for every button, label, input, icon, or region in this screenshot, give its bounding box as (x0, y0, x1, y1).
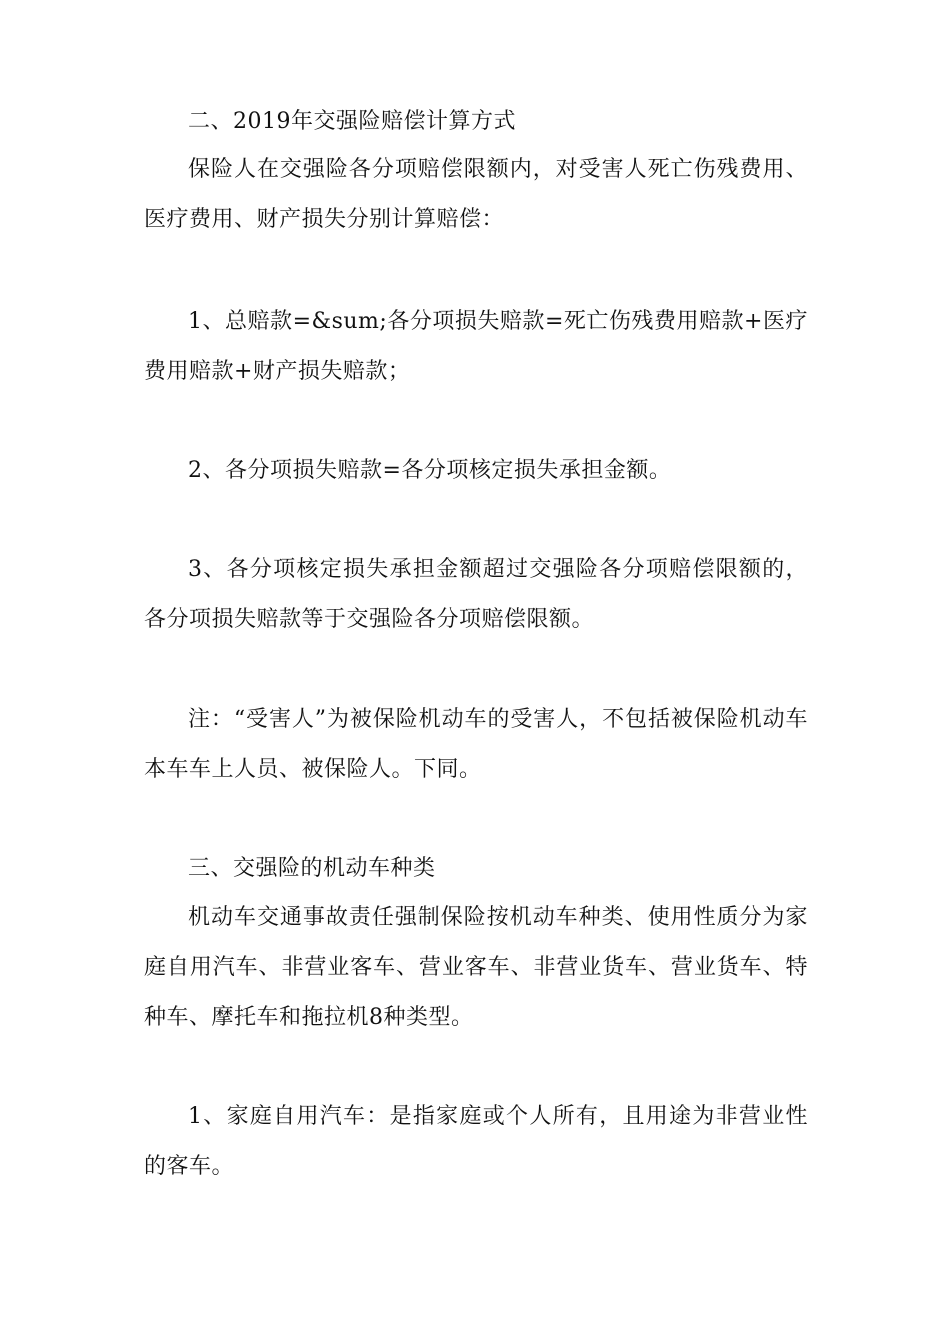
paragraph-victim-note: 注：“受害人”为被保险机动车的受害人，不包括被保险机动车本车车上人员、被保险人。下同。 (144, 707, 808, 782)
paragraph-compensation-intro: 保险人在交强险各分项赔偿限额内，对受害人死亡伤残费用、医疗费用、财产损失分别计算赔偿： (144, 157, 808, 232)
section-heading-compensation-calculation: 二、2019年交强险赔偿计算方式 (188, 109, 516, 134)
section-heading-vehicle-types: 三、交强险的机动车种类 (188, 856, 436, 881)
paragraph-limit-exceeded: 3、各分项核定损失承担金额超过交强险各分项赔偿限额的，各分项损失赔款等于交强险各分项赔偿限额。 (144, 557, 808, 632)
paragraph-item-compensation: 2、各分项损失赔款=各分项核定损失承担金额。 (188, 458, 672, 483)
paragraph-vehicle-types-intro: 机动车交通事故责任强制保险按机动车种类、使用性质分为家庭自用汽车、非营业客车、营业客车、非营业货车、营业货车、特种车、摩托车和拖拉机8种类型。 (144, 905, 808, 1030)
paragraph-total-compensation: 1、总赔款=&sum;各分项损失赔款=死亡伤残费用赔款+医疗费用赔款+财产损失赔款； (144, 309, 808, 384)
paragraph-family-car: 1、家庭自用汽车：是指家庭或个人所有，且用途为非营业性的客车。 (144, 1104, 808, 1179)
